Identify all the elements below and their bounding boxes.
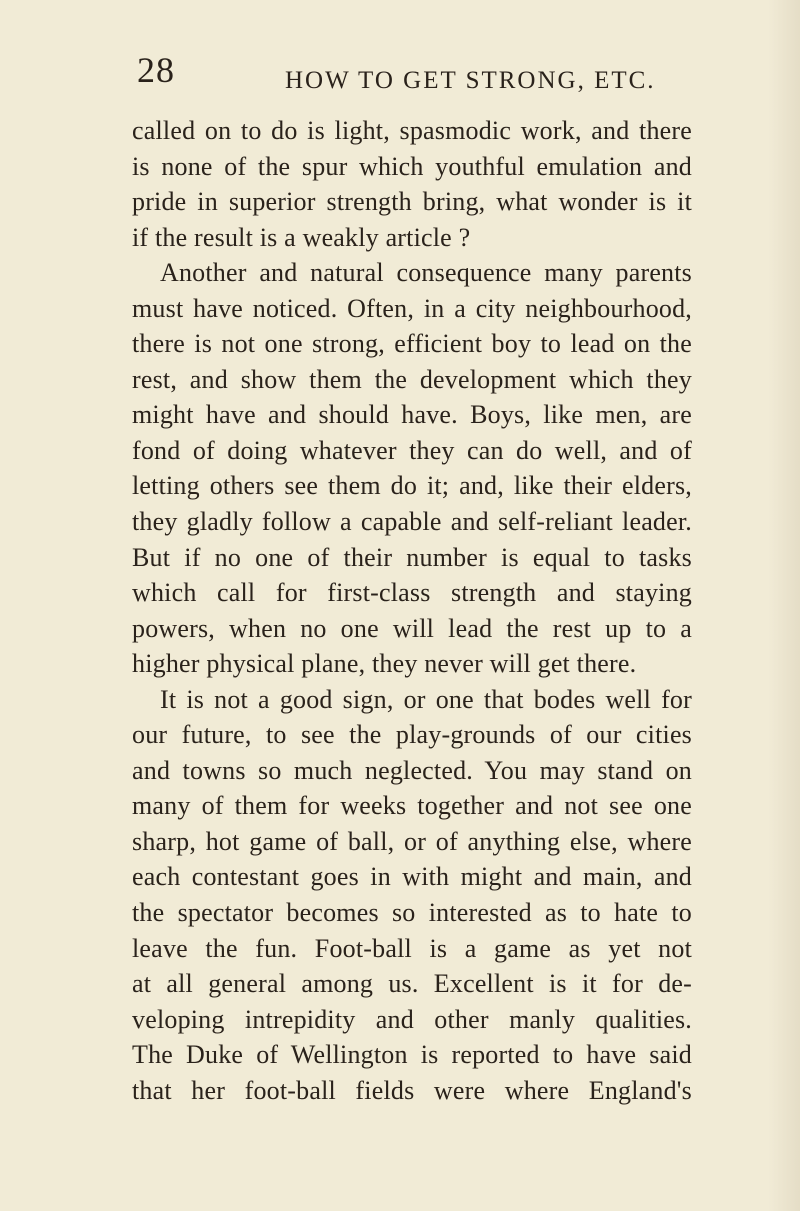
text-line: veloping intrepidity and other manly qualities.: [132, 1004, 692, 1034]
page-number: 28: [137, 50, 175, 90]
text-line: powers, when no one will lead the rest up to a: [132, 613, 692, 643]
text-line: each contestant goes in with might and main, and: [132, 862, 692, 892]
text-line: higher physical plane, they never will get there.: [132, 649, 637, 679]
text-line: which call for first-class strength and staying: [132, 578, 692, 608]
text-line: and towns so much neglected. You may stand on: [132, 755, 692, 785]
text-line: sharp, hot game of ball, or of anything else, where: [132, 826, 692, 856]
text-line: they gladly follow a capable and self-reliant leader.: [132, 507, 692, 537]
text-line: the spectator becomes so interested as to hate to: [132, 898, 692, 928]
text-line: fond of doing whatever they can do well, and of: [132, 435, 692, 465]
text-line: letting others see them do it; and, like their elders,: [132, 471, 692, 501]
running-head: HOW TO GET STRONG, ETC.: [285, 67, 656, 94]
text-line: that her foot-ball fields were where England's: [132, 1075, 692, 1105]
text-line: leave the fun. Foot-ball is a game as yet not: [132, 933, 692, 963]
text-line: at all general among us. Excellent is it for de-: [132, 969, 692, 999]
text-line: It is not a good sign, or one that bodes well for: [160, 684, 692, 714]
page-header: [137, 50, 697, 100]
text-line: Another and natural consequence many parents: [160, 258, 692, 288]
text-line: there is not one strong, efficient boy to lead on the: [132, 329, 692, 359]
text-line: But if no one of their number is equal to tasks: [132, 542, 692, 572]
text-line: must have noticed. Often, in a city neighbourhood,: [132, 293, 692, 323]
text-line: called on to do is light, spasmodic work, and there: [132, 116, 692, 145]
text-line: The Duke of Wellington is reported to have said: [132, 1040, 692, 1070]
text-line: pride in superior strength bring, what wonder is it: [132, 187, 692, 217]
text-line: is none of the spur which youthful emulation and: [132, 151, 692, 181]
text-line: many of them for weeks together and not see one: [132, 791, 692, 821]
text-line: rest, and show them the development which they: [132, 364, 692, 394]
text-line: our future, to see the play-grounds of our cities: [132, 720, 692, 750]
text-line: might have and should have. Boys, like men, are: [132, 400, 692, 430]
text-line: if the result is a weakly article ?: [132, 222, 471, 252]
body-text: [132, 113, 692, 1108]
